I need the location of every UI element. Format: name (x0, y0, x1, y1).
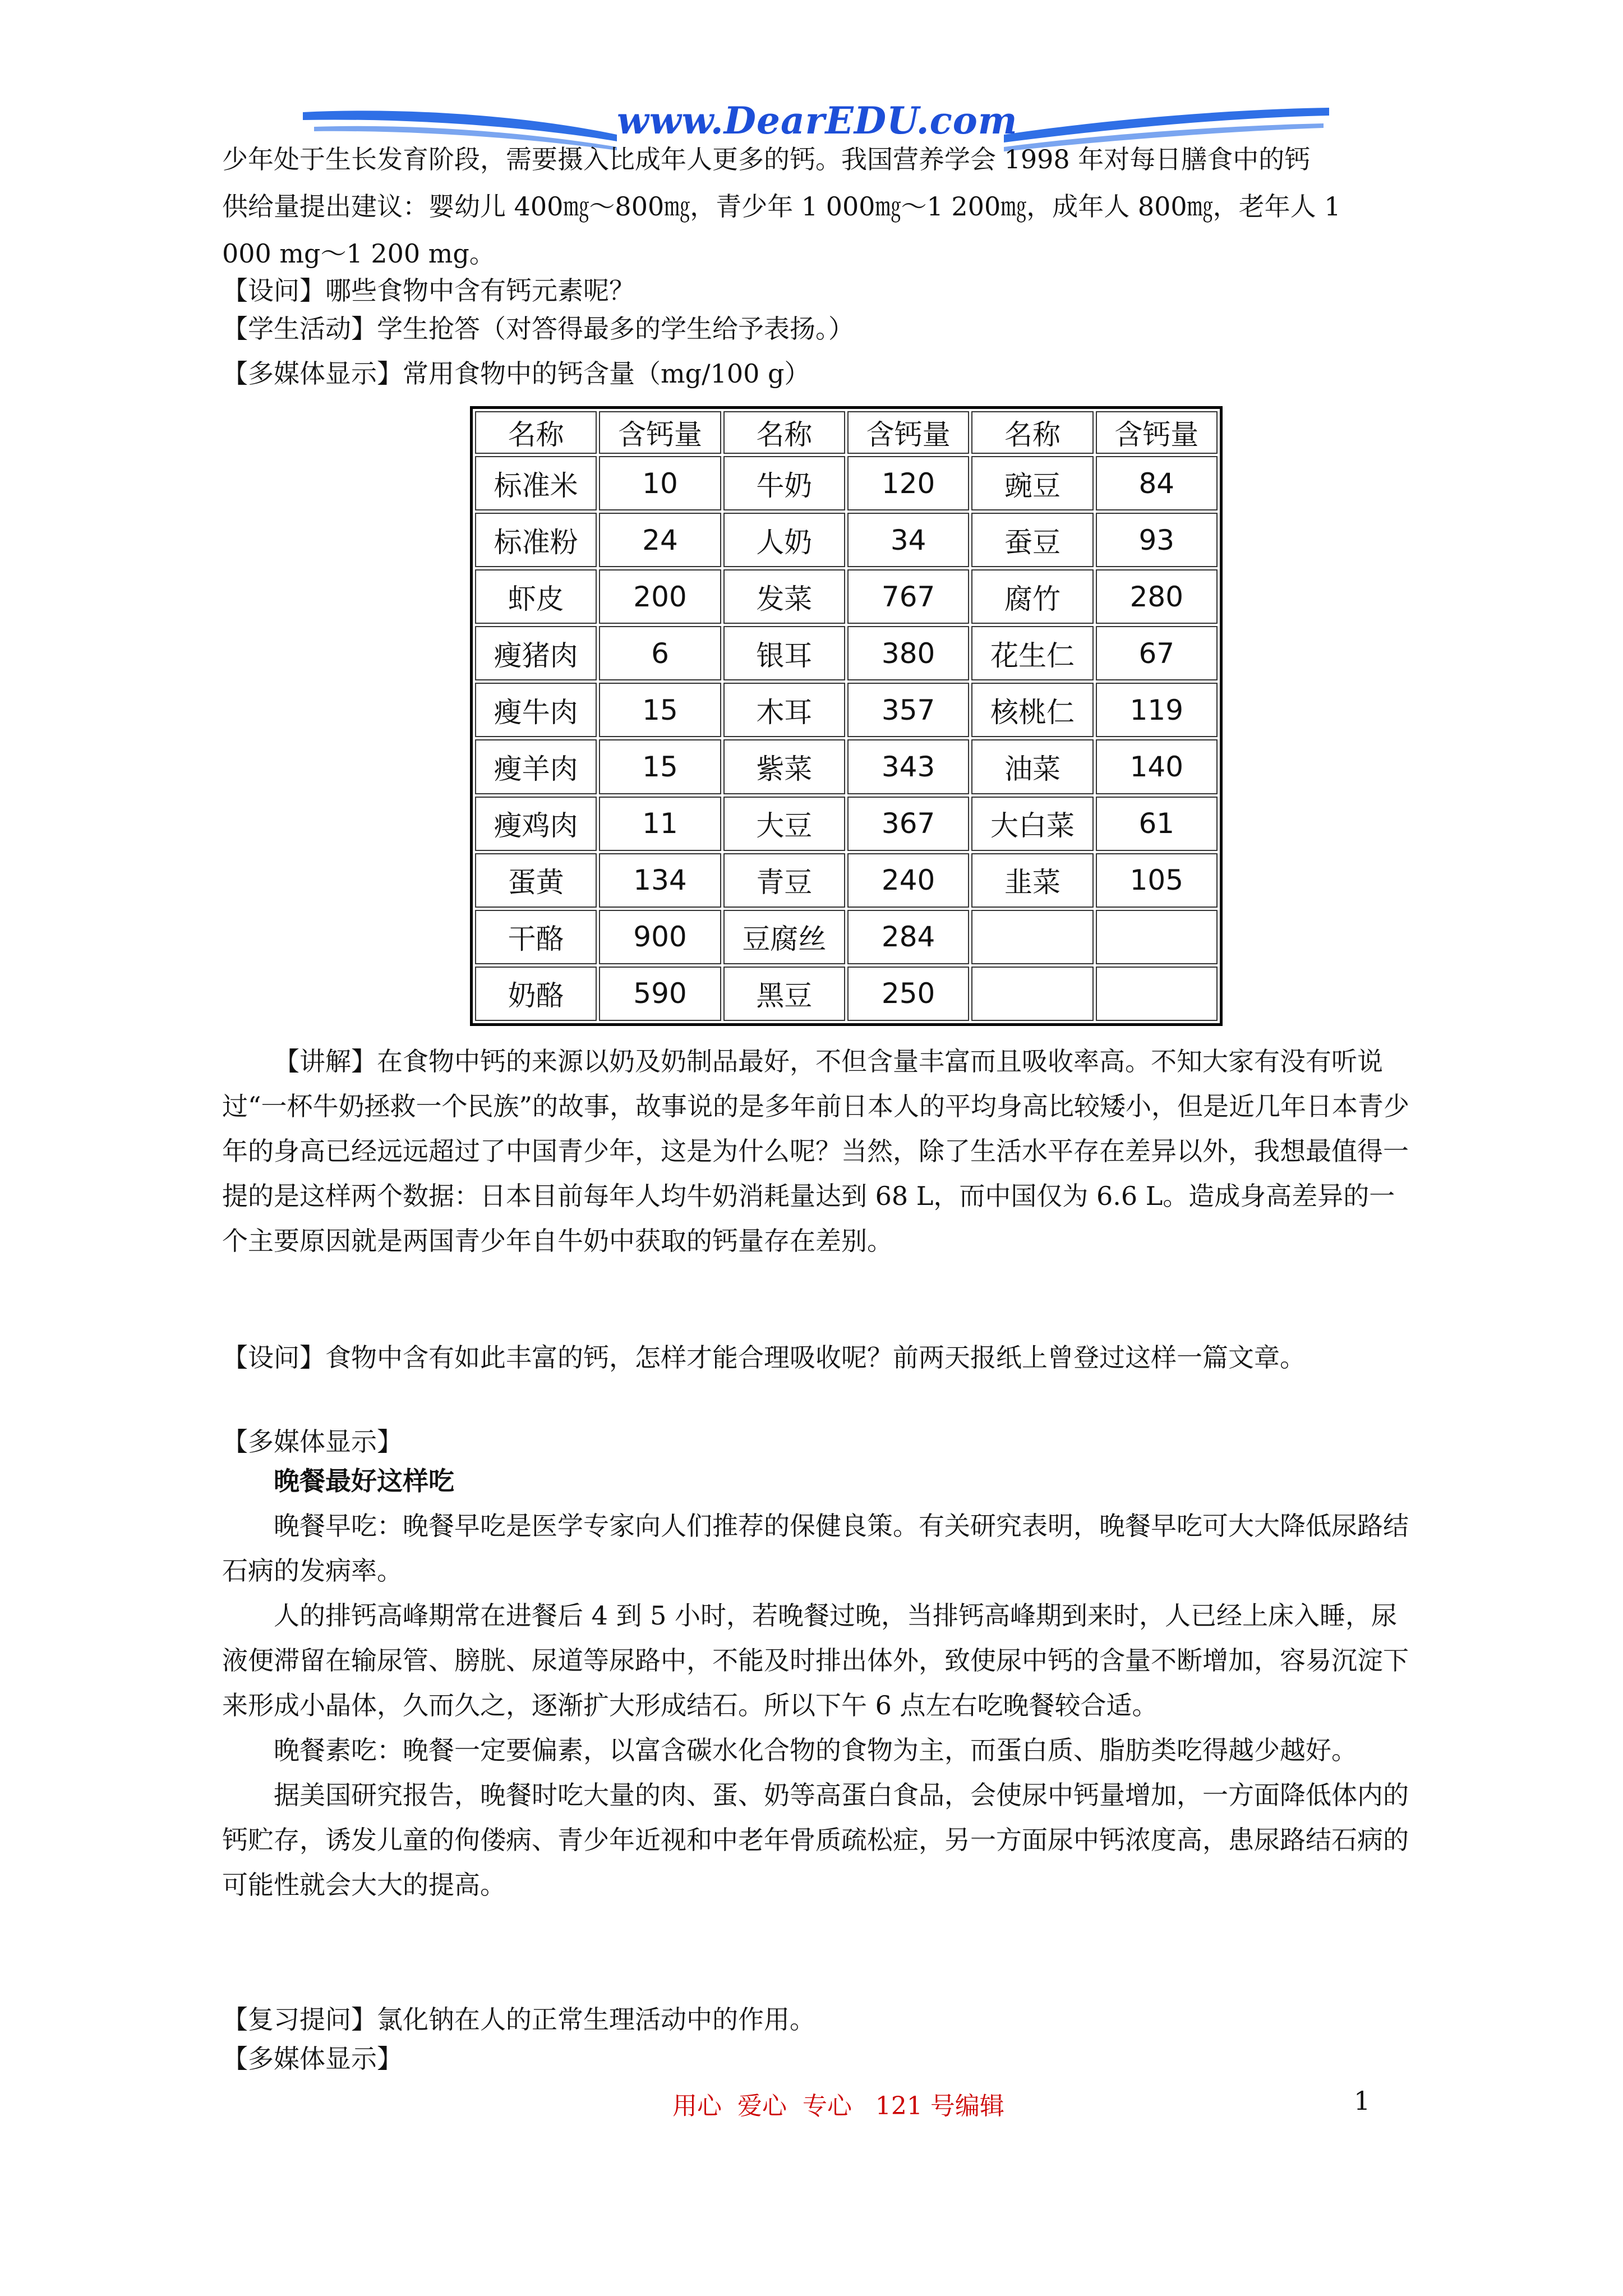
table-row (475, 456, 1218, 510)
table-cell: 61 (1096, 797, 1218, 851)
table-cell: 15 (599, 683, 721, 737)
table-cell: 标准米 (475, 456, 597, 510)
table-cell: 767 (847, 569, 969, 624)
table-row (475, 569, 1218, 624)
student-activity-tag: 【学生活动】 (222, 314, 377, 344)
footer-slogan: 用心 爱心 专心 121 号编辑 (672, 2092, 1004, 2120)
table-cell: 84 (1096, 456, 1218, 510)
table-cell: 牛奶 (723, 456, 845, 510)
media-display-2: 【多媒体显示】 (222, 1427, 403, 1457)
table-cell: 15 (599, 739, 721, 794)
table-cell: 120 (847, 456, 969, 510)
media-display-1 (222, 357, 810, 390)
table-cell: 瘦猪肉 (475, 626, 597, 680)
table-cell: 油菜 (971, 739, 1093, 794)
table-cell (1096, 910, 1218, 964)
table-cell: 蛋黄 (475, 853, 597, 908)
table-cell (1096, 967, 1218, 1021)
table-cell: 大豆 (723, 797, 845, 851)
table-row (475, 797, 1218, 851)
media-display-1-tag: 【多媒体显示】 (222, 358, 403, 389)
table-cell: 134 (599, 853, 721, 908)
table-cell: 357 (847, 683, 969, 737)
table-cell: 140 (1096, 739, 1218, 794)
table-cell: 人奶 (723, 513, 845, 567)
table-row (475, 683, 1218, 737)
intro-line-3: 000 mg～1 200 mg。 (222, 238, 495, 269)
table-cell: 瘦羊肉 (475, 739, 597, 794)
table-cell: 发菜 (723, 569, 845, 624)
table-cell: 奶酪 (475, 967, 597, 1021)
table-cell: 瘦牛肉 (475, 683, 597, 737)
table-cell: 豆腐丝 (723, 910, 845, 964)
table-header-cell: 含钙量 (847, 411, 969, 454)
student-activity-text: 学生抢答（对答得最多的学生给予表扬。） (377, 314, 854, 344)
table-header-row (475, 411, 1218, 454)
table-cell: 240 (847, 853, 969, 908)
table-cell: 34 (847, 513, 969, 567)
article-paragraph: 人的排钙高峰期常在进餐后 4 到 5 小时，若晚餐过晚，当排钙高峰期到来时，人已经上床入睡，尿液便滞留在输尿管、膀胱、尿道等尿路中，不能及时排出体外，致使尿中钙的含量不断增加，容易沉淀下来形成小晶体，久而久之，逐渐扩大形成结石。所以下午 6 点左右吃晚餐较合适。 (222, 1600, 1409, 1720)
table-cell: 豌豆 (971, 456, 1093, 510)
table-row (475, 967, 1218, 1021)
table-cell: 瘦鸡肉 (475, 797, 597, 851)
table-cell: 119 (1096, 683, 1218, 737)
media-display-3: 【多媒体显示】 (222, 2044, 403, 2074)
table-header-cell: 名称 (475, 411, 597, 454)
table-cell: 284 (847, 910, 969, 964)
media-display-1-text: 常用食物中的钙含量（mg/100 g） (403, 358, 810, 389)
table-cell: 银耳 (723, 626, 845, 680)
table-cell: 280 (1096, 569, 1218, 624)
table-cell: 67 (1096, 626, 1218, 680)
explanation-text: 【讲解】在食物中钙的来源以奶及奶制品最好，不但含量丰富而且吸收率高。不知大家有没有听说过“一杯牛奶拯救一个民族”的故事，故事说的是多年前日本人的平均身高比较矮小，但是近几年日本青少年的身高已经远远超过了中国青少年，这是为什么呢？当然，除了生活水平存在差异以外，我想最值得一提的是这样两个数据：日本目前每年人均牛奶消耗量达到 68 L，而中国仅为 6.6 L。造成身高差异的一个主要原因就是两国青少年自牛奶中获取的钙量存在差别。 (222, 1046, 1410, 1256)
intro-line-1: 少年处于生长发育阶段，需要摄入比成年人更多的钙。我国营养学会 1998 年对每日膳食中的钙 (222, 144, 1311, 174)
table-cell: 木耳 (723, 683, 845, 737)
article-paragraph: 据美国研究报告，晚餐时吃大量的肉、蛋、奶等高蛋白食品，会使尿中钙量增加，一方面降低体内的钙贮存，诱发儿童的佝偻病、青少年近视和中老年骨质疏松症，另一方面尿中钙浓度高，患尿路结石病的可能性就会大大的提高。 (222, 1780, 1409, 1900)
student-activity (222, 312, 854, 346)
page-number: 1 (1354, 2086, 1371, 2116)
article-block (222, 1458, 1417, 1907)
table-row (475, 910, 1218, 964)
table-cell (971, 910, 1093, 964)
table-cell: 200 (599, 569, 721, 624)
table-cell: 900 (599, 910, 721, 964)
article-paragraph: 晚餐素吃：晚餐一定要偏素，以富含碳水化合物的食物为主，而蛋白质、脂肪类吃得越少越好。 (274, 1735, 1357, 1765)
table-cell: 干酪 (475, 910, 597, 964)
table-cell: 黑豆 (723, 967, 845, 1021)
question-1-text: 哪些食物中含有钙元素呢？ (325, 275, 635, 306)
table-cell: 11 (599, 797, 721, 851)
table-row (475, 513, 1218, 567)
article-paragraph: 晚餐早吃：晚餐早吃是医学专家向人们推荐的保健良策。有关研究表明，晚餐早吃可大大降低尿路结石病的发病率。 (222, 1511, 1409, 1586)
table-cell: 韭菜 (971, 853, 1093, 908)
table-cell: 紫菜 (723, 739, 845, 794)
question-2: 【设问】食物中含有如此丰富的钙，怎样才能合理吸收呢？前两天报纸上曾登过这样一篇文章。 (222, 1342, 1306, 1373)
table-cell: 93 (1096, 513, 1218, 567)
explanation-paragraph (222, 1039, 1417, 1263)
review-question: 【复习提问】氯化钠在人的正常生理活动中的作用。 (222, 2004, 815, 2035)
table-cell: 105 (1096, 853, 1218, 908)
table-row (475, 853, 1218, 908)
article-title: 晚餐最好这样吃 (274, 1466, 454, 1496)
table-header-cell: 含钙量 (1096, 411, 1218, 454)
table-row (475, 626, 1218, 680)
intro-line-2: 供给量提出建议：婴幼儿 400㎎～800㎎，青少年 1 000㎎～1 200㎎，成年人 800㎎，老年人 1 (222, 191, 1341, 222)
table-cell: 380 (847, 626, 969, 680)
question-1-tag: 【设问】 (222, 275, 325, 306)
table-cell: 标准粉 (475, 513, 597, 567)
table-cell: 青豆 (723, 853, 845, 908)
table-cell: 蚕豆 (971, 513, 1093, 567)
question-1 (222, 274, 635, 307)
table-cell: 24 (599, 513, 721, 567)
table-header-cell: 名称 (971, 411, 1093, 454)
table-cell: 6 (599, 626, 721, 680)
table-header-cell: 名称 (723, 411, 845, 454)
table-cell: 590 (599, 967, 721, 1021)
table-cell: 343 (847, 739, 969, 794)
table-cell: 腐竹 (971, 569, 1093, 624)
table-cell: 250 (847, 967, 969, 1021)
table-row (475, 739, 1218, 794)
calcium-table (470, 406, 1223, 1026)
table-cell: 大白菜 (971, 797, 1093, 851)
table-cell: 虾皮 (475, 569, 597, 624)
table-cell: 核桃仁 (971, 683, 1093, 737)
site-logo-text[interactable]: www.DearEDU.com (617, 99, 1018, 142)
table-cell: 10 (599, 456, 721, 510)
table-cell: 367 (847, 797, 969, 851)
table-cell: 花生仁 (971, 626, 1093, 680)
table-cell (971, 967, 1093, 1021)
table-header-cell: 含钙量 (599, 411, 721, 454)
